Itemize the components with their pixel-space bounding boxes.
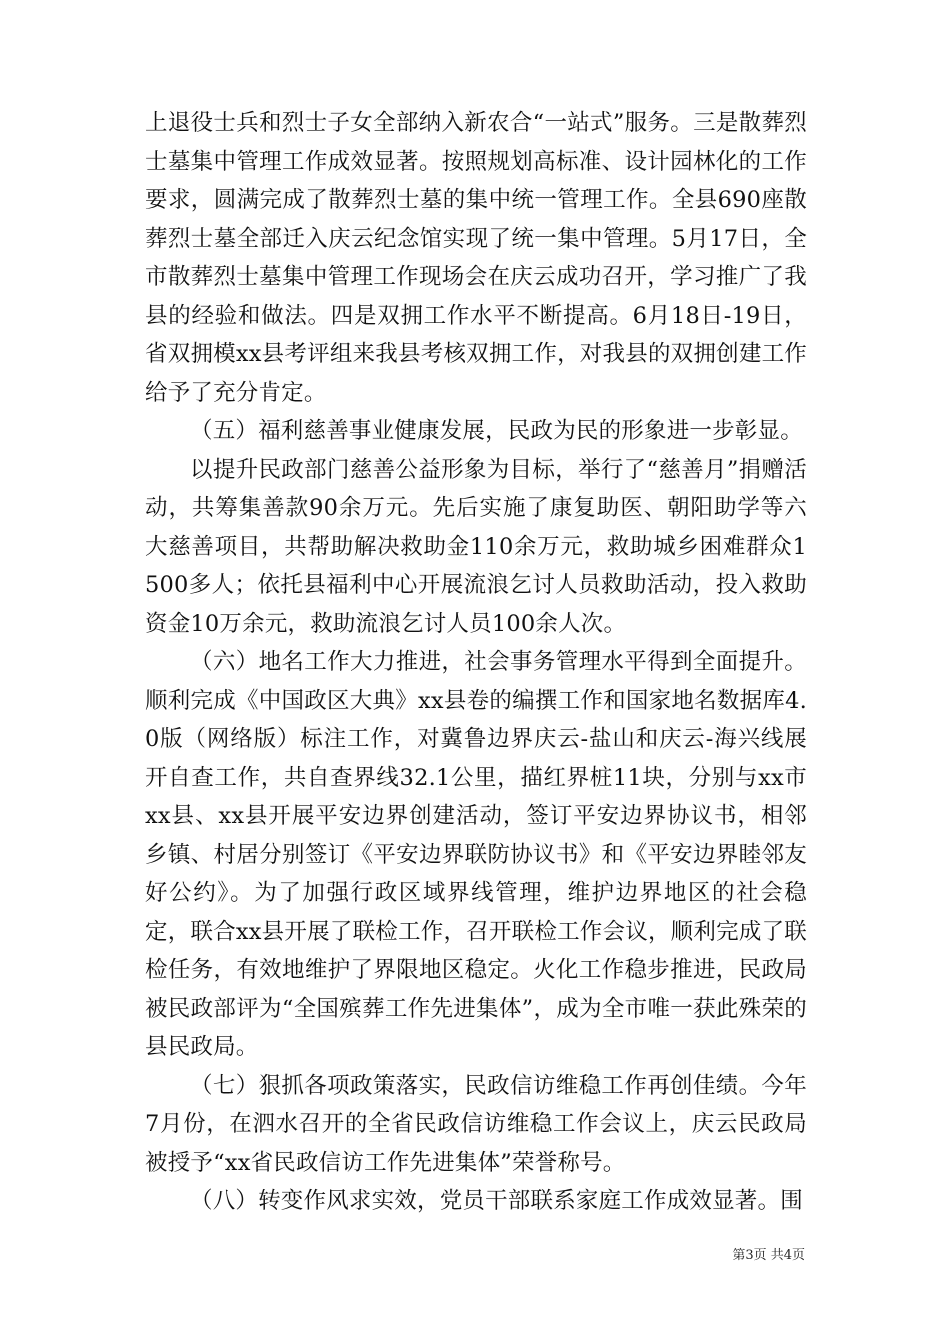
- paragraph-3: 以提升民政部门慈善公益形象为目标，举行了“慈善月”捐赠活动，共筹集善款90余万元。先后实施了康复助医、朝阳助学等六大慈善项目，共帮助解决救助金110余万元，救助城乡困难群众1500多人；依托县福利中心开展流浪乞讨人员救助活动，投入救助资金10万余元，救助流浪乞讨人员100余人次。: [145, 456, 807, 637]
- paragraph-2-heading-five: （五）福利慈善事业健康发展，民政为民的形象进一步彰显。: [190, 418, 803, 444]
- paragraph-5-heading-seven: （七）狠抓各项政策落实，民政信访维稳工作再创佳绩。今年7月份，在泗水召开的全省民政信访维稳工作会议上，庆云民政局被授予“xx省民政信访工作先进集体”荣誉称号。: [145, 1072, 807, 1176]
- page-number: 第3页 共4页: [732, 1248, 805, 1263]
- paragraph-6-heading-eight: （八）转变作风求实效，党员干部联系家庭工作成效显著。围: [190, 1188, 803, 1214]
- document-body: [145, 104, 807, 1221]
- paragraph-4-heading-six: （六）地名工作大力推进，社会事务管理水平得到全面提升。顺利完成《中国政区大典》xx县卷的编撰工作和国家地名数据库4.0版（网络版）标注工作，对冀鲁边界庆云-盐山和庆云-海兴线展开自查工作，共自查界线32.1公里，描红界桩11块，分别与xx市xx县、xx县开展平安边界创建活动，签订平安边界协议书，相邻乡镇、村居分别签订《平安边界联防协议书》和《平安边界睦邻友好公约》。为了加强行政区域界线管理，维护边界地区的社会稳定，联合xx县开展了联检工作，召开联检工作会议，顺利完成了联检任务，有效地维护了界限地区稳定。火化工作稳步推进，民政局被民政部评为“全国殡葬工作先进集体”，成为全市唯一获此殊荣的县民政局。: [145, 649, 807, 1060]
- paragraph-1: 上退役士兵和烈士子女全部纳入新农合“一站式”服务。三是散葬烈士墓集中管理工作成效显著。按照规划高标准、设计园林化的工作要求，圆满完成了散葬烈士墓的集中统一管理工作。全县690座散葬烈士墓全部迁入庆云纪念馆实现了统一集中管理。5月17日，全市散葬烈士墓集中管理工作现场会在庆云成功召开，学习推广了我县的经验和做法。四是双拥工作水平不断提高。6月18日-19日，省双拥模xx县考评组来我县考核双拥工作，对我县的双拥创建工作给予了充分肯定。: [145, 110, 807, 406]
